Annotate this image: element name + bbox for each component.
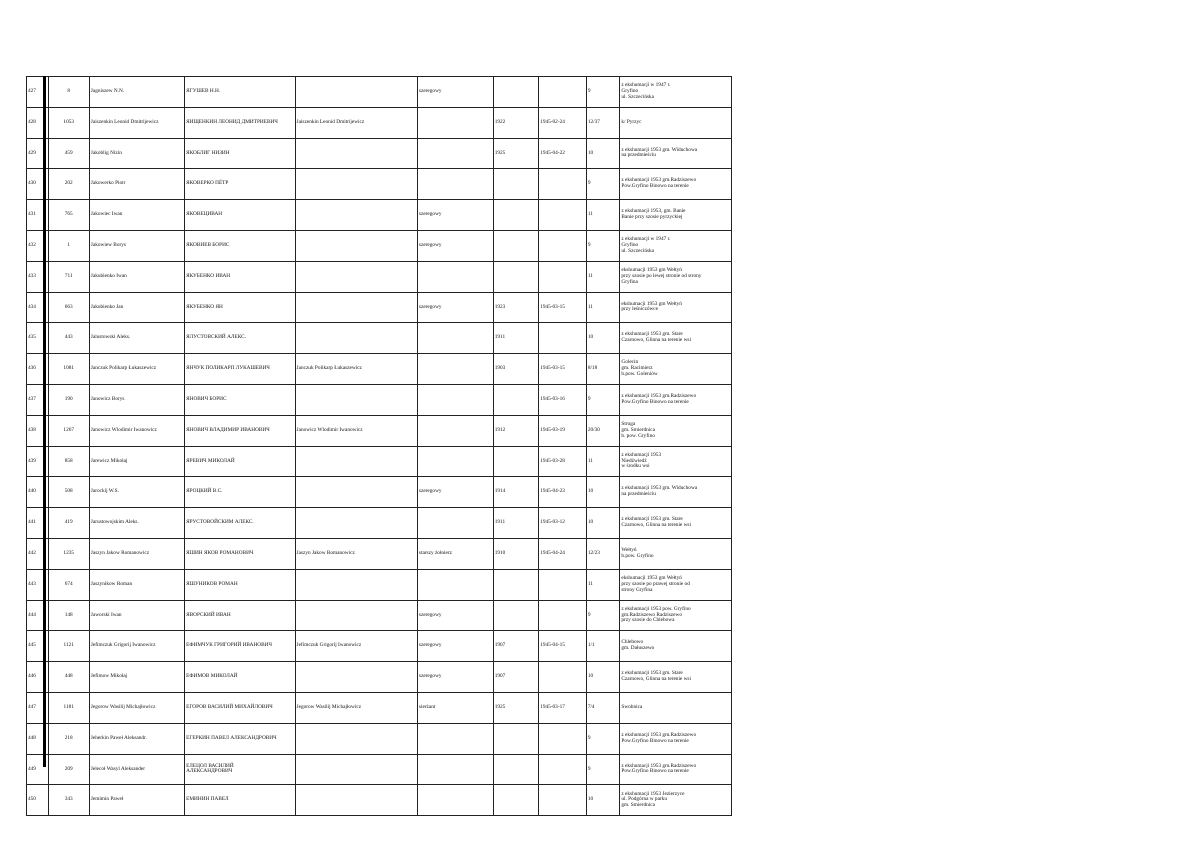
record-number-cell: 445 — [27, 631, 49, 662]
alt-name-cell: Jefimczuk Grigorij Iwanowicz — [295, 631, 417, 662]
id-number-cell: 443 — [48, 323, 89, 354]
burial-place-cell: Wełtyń b.pow. Gryfino — [620, 538, 732, 569]
death-date-cell — [539, 600, 587, 631]
burial-place-cell: Golecin gm. Racimierz b.pow. Goleniów — [620, 354, 732, 385]
record-number-cell: 441 — [27, 508, 49, 539]
alt-name-cell: Jegorow Wasilij Michajłowicz — [295, 692, 417, 723]
rank-cell — [417, 569, 493, 600]
table-row — [27, 169, 732, 200]
table-row — [27, 692, 732, 723]
alt-name-cell — [295, 200, 417, 231]
table-row — [27, 230, 732, 261]
record-number-cell: 435 — [27, 323, 49, 354]
burial-place-cell: ekshumacji 1953 gm Wełtyń przy szosie po lewej stronie od strony Gryfina — [620, 261, 732, 292]
table-row — [27, 446, 732, 477]
table-row — [27, 354, 732, 385]
id-number-cell: 8 — [48, 77, 89, 108]
surname-name-cell: Jagniszew N.N. — [89, 77, 184, 108]
death-date-cell: 1945-03-16 — [539, 384, 587, 415]
record-number-cell: 443 — [27, 569, 49, 600]
surname-name-cell: Jefimow Mikołaj — [89, 662, 184, 693]
column-divider — [43, 76, 46, 767]
death-date-cell — [539, 662, 587, 693]
burial-place-cell: z ekshumacji 1953 Niedźwiedź w środku wsi — [620, 446, 732, 477]
burial-place-cell: k/ Pyrzyc — [620, 107, 732, 138]
register-table — [26, 76, 732, 816]
table-row — [27, 200, 732, 231]
record-number-cell: 448 — [27, 723, 49, 754]
rank-cell: szeregowy — [417, 292, 493, 323]
grave-number-cell: 9 — [586, 723, 620, 754]
burial-place-cell: z ekshumacji 1953 gm. Stare Czarnowo, Glinna na terenie wsi — [620, 508, 732, 539]
surname-name-cell: Jeherkin Paweł Aleksandr. — [89, 723, 184, 754]
id-number-cell: 663 — [48, 292, 89, 323]
death-date-cell: 1945-03-28 — [539, 446, 587, 477]
id-number-cell: 1181 — [48, 692, 89, 723]
id-number-cell: 1081 — [48, 354, 89, 385]
cyrillic-name-cell: ЯКОВЕРКО ПЁТР — [185, 169, 295, 200]
grave-number-cell: 9 — [586, 600, 620, 631]
burial-place-cell: z ekshumacji 1953, gm. Banie Banie przy szosie pyrzyckiej — [620, 200, 732, 231]
birth-year-cell — [493, 200, 538, 231]
cyrillic-name-cell: ЯКОВЕЦИВАН — [185, 200, 295, 231]
rank-cell — [417, 508, 493, 539]
id-number-cell: 1121 — [48, 631, 89, 662]
burial-place-cell: ekshumacji 1953 gm Wełtyń przy leśniczówce — [620, 292, 732, 323]
death-date-cell: 1945-04-23 — [539, 477, 587, 508]
birth-year-cell: 1911 — [493, 323, 538, 354]
surname-name-cell: Jakowiew Borys — [89, 230, 184, 261]
record-number-cell: 438 — [27, 415, 49, 446]
grave-number-cell: 11 — [586, 446, 620, 477]
surname-name-cell: Jaszyn Jakow Romanowicz — [89, 538, 184, 569]
death-date-cell — [539, 723, 587, 754]
burial-place-cell: z ekshumacji 1953 gm. Stare Czarnowo, Glinna na terenie wsi — [620, 323, 732, 354]
cyrillic-name-cell: ЕГОРОВ ВАСИЛИЙ МИХАЙЛОВИЧ — [185, 692, 295, 723]
birth-year-cell: 1910 — [493, 538, 538, 569]
death-date-cell — [539, 785, 587, 816]
surname-name-cell: Jakowerko Piotr — [89, 169, 184, 200]
alt-name-cell — [295, 600, 417, 631]
burial-place-cell: Swobnica — [620, 692, 732, 723]
record-number-cell: 436 — [27, 354, 49, 385]
death-date-cell — [539, 200, 587, 231]
record-number-cell: 430 — [27, 169, 49, 200]
death-date-cell: 1945-03-12 — [539, 508, 587, 539]
birth-year-cell — [493, 785, 538, 816]
record-number-cell: 449 — [27, 754, 49, 785]
rank-cell — [417, 415, 493, 446]
birth-year-cell: 1912 — [493, 415, 538, 446]
birth-year-cell: 1925 — [493, 138, 538, 169]
death-date-cell — [539, 323, 587, 354]
id-number-cell: 711 — [48, 261, 89, 292]
record-number-cell: 429 — [27, 138, 49, 169]
birth-year-cell — [493, 446, 538, 477]
record-number-cell: 434 — [27, 292, 49, 323]
surname-name-cell: Janowicz Wlodimir Iwanowicz — [89, 415, 184, 446]
rank-cell — [417, 107, 493, 138]
alt-name-cell — [295, 508, 417, 539]
cyrillic-name-cell: ЕФИМЧУК ГРИГОРИЙ ИВАНОВИЧ — [185, 631, 295, 662]
grave-number-cell: 11 — [586, 200, 620, 231]
surname-name-cell: Jaiszenkin Leonid Dmitrijewicz — [89, 107, 184, 138]
id-number-cell: 419 — [48, 508, 89, 539]
death-date-cell: 1945-03-17 — [539, 692, 587, 723]
table-row — [27, 723, 732, 754]
table-row — [27, 785, 732, 816]
rank-cell: szeregowy — [417, 662, 493, 693]
alt-name-cell: Jaiszenkin Leonid Dmitrijewicz — [295, 107, 417, 138]
death-date-cell — [539, 754, 587, 785]
cyrillic-name-cell: ЯИЩЕНКИН ЛЕОНИД ДМИТРИЕВИЧ — [185, 107, 295, 138]
burial-place-cell: z ekshumacji 1953 gm.Radziszewo Pow.Gryfino Binowo na terenie — [620, 723, 732, 754]
id-number-cell: 674 — [48, 569, 89, 600]
birth-year-cell: 1914 — [493, 477, 538, 508]
burial-place-cell: z ekshumacji 1953 gm.Radziszewo Pow.Gryfino Binowo na terenie — [620, 384, 732, 415]
cyrillic-name-cell: ЕГЕРКИН ПАВЕЛ АЛЕКСАНДРОВИЧ — [185, 723, 295, 754]
burial-place-cell: z ekshumacji 1953 gm.Radziszewo Pow.Gryfino Binowo na terenie — [620, 754, 732, 785]
death-date-cell: 1945-02-24 — [539, 107, 587, 138]
death-date-cell — [539, 230, 587, 261]
record-number-cell: 442 — [27, 538, 49, 569]
surname-name-cell: Jarustowojskim Aleks. — [89, 508, 184, 539]
id-number-cell: 459 — [48, 138, 89, 169]
rank-cell: sierżant — [417, 692, 493, 723]
id-number-cell: 190 — [48, 384, 89, 415]
cyrillic-name-cell: ЯНОВИЧ БОРИС — [185, 384, 295, 415]
rank-cell — [417, 323, 493, 354]
rank-cell — [417, 169, 493, 200]
table-row — [27, 508, 732, 539]
birth-year-cell — [493, 600, 538, 631]
table-row — [27, 323, 732, 354]
alt-name-cell: Janczuk Polikarp Łukaszewicz — [295, 354, 417, 385]
rank-cell: szeregowy — [417, 477, 493, 508]
burial-place-cell: Chlebowo gm. Dałuszewo — [620, 631, 732, 662]
birth-year-cell: 1903 — [493, 354, 538, 385]
alt-name-cell — [295, 230, 417, 261]
id-number-cell: 218 — [48, 723, 89, 754]
burial-place-cell: Struga gm. Smierdnica b. pow. Gryfino — [620, 415, 732, 446]
alt-name-cell — [295, 261, 417, 292]
cyrillic-name-cell: ЯВОРСКИЙ ИВАН — [185, 600, 295, 631]
burial-place-cell: z ekshumacji 1953 gm. Widuchowa na przedmieściu — [620, 477, 732, 508]
rank-cell: szeregowy — [417, 200, 493, 231]
death-date-cell: 1945-03-15 — [539, 292, 587, 323]
id-number-cell: 1 — [48, 230, 89, 261]
surname-name-cell: Jakowiec Iwan — [89, 200, 184, 231]
alt-name-cell — [295, 723, 417, 754]
birth-year-cell: 1911 — [493, 508, 538, 539]
alt-name-cell — [295, 569, 417, 600]
cyrillic-name-cell: ЯРОЦКИЙ В.С. — [185, 477, 295, 508]
table-row — [27, 631, 732, 662]
death-date-cell — [539, 77, 587, 108]
alt-name-cell: Jaszyn Jakow Romanowicz — [295, 538, 417, 569]
rank-cell — [417, 261, 493, 292]
grave-number-cell: 11 — [586, 569, 620, 600]
surname-name-cell: Jakubienko Iwan — [89, 261, 184, 292]
table-row — [27, 569, 732, 600]
surname-name-cell: Jaworski Iwan — [89, 600, 184, 631]
id-number-cell: 343 — [48, 785, 89, 816]
grave-number-cell: 12/23 — [586, 538, 620, 569]
rank-cell — [417, 446, 493, 477]
burial-place-cell: z ekshumacji 1953 gm. Stare Czarnowo, Glinna na terenie wsi — [620, 662, 732, 693]
id-number-cell: 148 — [48, 600, 89, 631]
rank-cell — [417, 785, 493, 816]
birth-year-cell — [493, 754, 538, 785]
alt-name-cell — [295, 77, 417, 108]
surname-name-cell: Jakoblig Nizin — [89, 138, 184, 169]
rank-cell — [417, 384, 493, 415]
alt-name-cell — [295, 754, 417, 785]
burial-place-cell: z ekshumacji w 1947 r. Gryfino ul. Szczecińska — [620, 77, 732, 108]
id-number-cell: 448 — [48, 662, 89, 693]
record-number-cell: 431 — [27, 200, 49, 231]
record-number-cell: 428 — [27, 107, 49, 138]
table-row — [27, 600, 732, 631]
grave-number-cell: 12/37 — [586, 107, 620, 138]
cyrillic-name-cell: ЯРУСТОВОЙСКИМ АЛЕКС. — [185, 508, 295, 539]
birth-year-cell: 1922 — [493, 107, 538, 138]
grave-number-cell: 8/18 — [586, 354, 620, 385]
burial-place-cell: z ekshumacji 1953 Jezierzyce ul. Podgórna w parku gm. Smierdnica — [620, 785, 732, 816]
grave-number-cell: 10 — [586, 477, 620, 508]
grave-number-cell: 9 — [586, 230, 620, 261]
alt-name-cell — [295, 323, 417, 354]
cyrillic-name-cell: ЯКОВИЕВ БОРИС — [185, 230, 295, 261]
surname-name-cell: Jarockij W.S. — [89, 477, 184, 508]
death-date-cell — [539, 569, 587, 600]
grave-number-cell: 9 — [586, 77, 620, 108]
grave-number-cell: 10 — [586, 785, 620, 816]
cyrillic-name-cell: ЯШИН ЯКОВ РОМАНОВИЧ — [185, 538, 295, 569]
death-date-cell: 1945-03-19 — [539, 415, 587, 446]
death-date-cell: 1945-04-15 — [539, 631, 587, 662]
cyrillic-name-cell: ЯНОВИЧ ВЛАДИМИР ИВАНОВИЧ — [185, 415, 295, 446]
cyrillic-name-cell: ЯНЧУК ПОЛИКАРП ЛУКАШЕВИЧ — [185, 354, 295, 385]
alt-name-cell: Janowicz Wlodimir Iwanowicz — [295, 415, 417, 446]
rank-cell — [417, 723, 493, 754]
alt-name-cell — [295, 662, 417, 693]
birth-year-cell — [493, 77, 538, 108]
alt-name-cell — [295, 477, 417, 508]
table-row — [27, 261, 732, 292]
id-number-cell: 765 — [48, 200, 89, 231]
grave-number-cell: 11 — [586, 292, 620, 323]
id-number-cell: 202 — [48, 169, 89, 200]
alt-name-cell — [295, 785, 417, 816]
table-row — [27, 538, 732, 569]
surname-name-cell: Jalustowski Aleks. — [89, 323, 184, 354]
rank-cell — [417, 354, 493, 385]
record-number-cell: 433 — [27, 261, 49, 292]
death-date-cell: 1945-04-22 — [539, 138, 587, 169]
record-number-cell: 439 — [27, 446, 49, 477]
grave-number-cell: 10 — [586, 508, 620, 539]
surname-name-cell: Jemimin Paweł — [89, 785, 184, 816]
cyrillic-name-cell: ЯЛУСТОВСКИЙ АЛЕКС. — [185, 323, 295, 354]
surname-name-cell: Jelecoł Wasyl Aleksander — [89, 754, 184, 785]
record-number-cell: 447 — [27, 692, 49, 723]
surname-name-cell: Janczuk Polikarp Łukaszewicz — [89, 354, 184, 385]
grave-number-cell: 11 — [586, 261, 620, 292]
rank-cell — [417, 754, 493, 785]
burial-place-cell: z ekshumacji 1953 gm.Radziszewo Pow.Gryfino Binowo na terenie — [620, 169, 732, 200]
table-row — [27, 292, 732, 323]
record-number-cell: 440 — [27, 477, 49, 508]
table-row — [27, 477, 732, 508]
id-number-cell: 1267 — [48, 415, 89, 446]
grave-number-cell: 9 — [586, 754, 620, 785]
cyrillic-name-cell: ЯШУНИКОВ РОМАН — [185, 569, 295, 600]
burial-place-cell: z ekshumacji 1953 gm. Widuchowa na przedmieściu — [620, 138, 732, 169]
grave-number-cell: 7/4 — [586, 692, 620, 723]
alt-name-cell — [295, 138, 417, 169]
table-row — [27, 754, 732, 785]
table-row — [27, 138, 732, 169]
id-number-cell: 858 — [48, 446, 89, 477]
id-number-cell: 209 — [48, 754, 89, 785]
surname-name-cell: Jefimczuk Grigorij Iwanowicz — [89, 631, 184, 662]
cyrillic-name-cell: ЕФИМОВ МИКОЛАЙ — [185, 662, 295, 693]
table-row — [27, 77, 732, 108]
grave-number-cell: 1/1 — [586, 631, 620, 662]
birth-year-cell — [493, 261, 538, 292]
grave-number-cell: 9 — [586, 384, 620, 415]
cyrillic-name-cell: ЯКУБЕНКО ЯН — [185, 292, 295, 323]
record-number-cell: 432 — [27, 230, 49, 261]
birth-year-cell: 1923 — [493, 292, 538, 323]
rank-cell: szeregowy — [417, 600, 493, 631]
surname-name-cell: Jarewicz Mikołaj — [89, 446, 184, 477]
burial-place-cell: z ekshumacji 1953 pow. Gryfino gm.Radziszewo Radziszewo przy szosie do Chlebowa — [620, 600, 732, 631]
alt-name-cell — [295, 169, 417, 200]
alt-name-cell — [295, 446, 417, 477]
death-date-cell: 1945-04-24 — [539, 538, 587, 569]
death-date-cell — [539, 169, 587, 200]
grave-number-cell: 9 — [586, 169, 620, 200]
rank-cell: szeregowy — [417, 230, 493, 261]
cyrillic-name-cell: ЯРЕВИЧ МИКОЛАЙ — [185, 446, 295, 477]
cyrillic-name-cell: ЯГУШЕВ Н.Н. — [185, 77, 295, 108]
birth-year-cell — [493, 230, 538, 261]
rank-cell: szeregowy — [417, 631, 493, 662]
birth-year-cell — [493, 169, 538, 200]
grave-number-cell: 10 — [586, 323, 620, 354]
surname-name-cell: Janowicz Borys — [89, 384, 184, 415]
cyrillic-name-cell: ЕМИНИН ПАВЕЛ — [185, 785, 295, 816]
death-date-cell: 1945-03-15 — [539, 354, 587, 385]
rank-cell: szeregowy — [417, 77, 493, 108]
rank-cell — [417, 138, 493, 169]
burial-place-cell: ekshumacji 1953 gm Wełtyń przy szosie po prawej stronie od strony Gryfina — [620, 569, 732, 600]
birth-year-cell — [493, 723, 538, 754]
table-row — [27, 662, 732, 693]
id-number-cell: 508 — [48, 477, 89, 508]
birth-year-cell: 1925 — [493, 692, 538, 723]
table-row — [27, 415, 732, 446]
alt-name-cell — [295, 292, 417, 323]
table-row — [27, 384, 732, 415]
record-number-cell: 450 — [27, 785, 49, 816]
birth-year-cell — [493, 384, 538, 415]
birth-year-cell: 1907 — [493, 662, 538, 693]
rank-cell: starszy żołnierz — [417, 538, 493, 569]
cyrillic-name-cell: ЯКУБЕНКО ИВАН — [185, 261, 295, 292]
table-row — [27, 107, 732, 138]
cyrillic-name-cell: ЕЛЕЦОЛ ВАСИЛИЙ АЛЕКСАНДРОВИЧ — [185, 754, 295, 785]
birth-year-cell — [493, 569, 538, 600]
birth-year-cell: 1907 — [493, 631, 538, 662]
death-date-cell — [539, 261, 587, 292]
grave-number-cell: 10 — [586, 662, 620, 693]
id-number-cell: 1235 — [48, 538, 89, 569]
alt-name-cell — [295, 384, 417, 415]
record-number-cell: 437 — [27, 384, 49, 415]
surname-name-cell: Jaszynikow Roman — [89, 569, 184, 600]
burial-place-cell: z ekshumacji w 1947 r. Gryfino ul. Szczecińska — [620, 230, 732, 261]
surname-name-cell: Jakubienko Jan — [89, 292, 184, 323]
record-number-cell: 444 — [27, 600, 49, 631]
surname-name-cell: Jegorow Wasilij Michajłowicz — [89, 692, 184, 723]
record-number-cell: 446 — [27, 662, 49, 693]
grave-number-cell: 20/30 — [586, 415, 620, 446]
id-number-cell: 1053 — [48, 107, 89, 138]
grave-number-cell: 10 — [586, 138, 620, 169]
record-number-cell: 427 — [27, 77, 49, 108]
cyrillic-name-cell: ЯКОБЛИГ НИЗИН — [185, 138, 295, 169]
